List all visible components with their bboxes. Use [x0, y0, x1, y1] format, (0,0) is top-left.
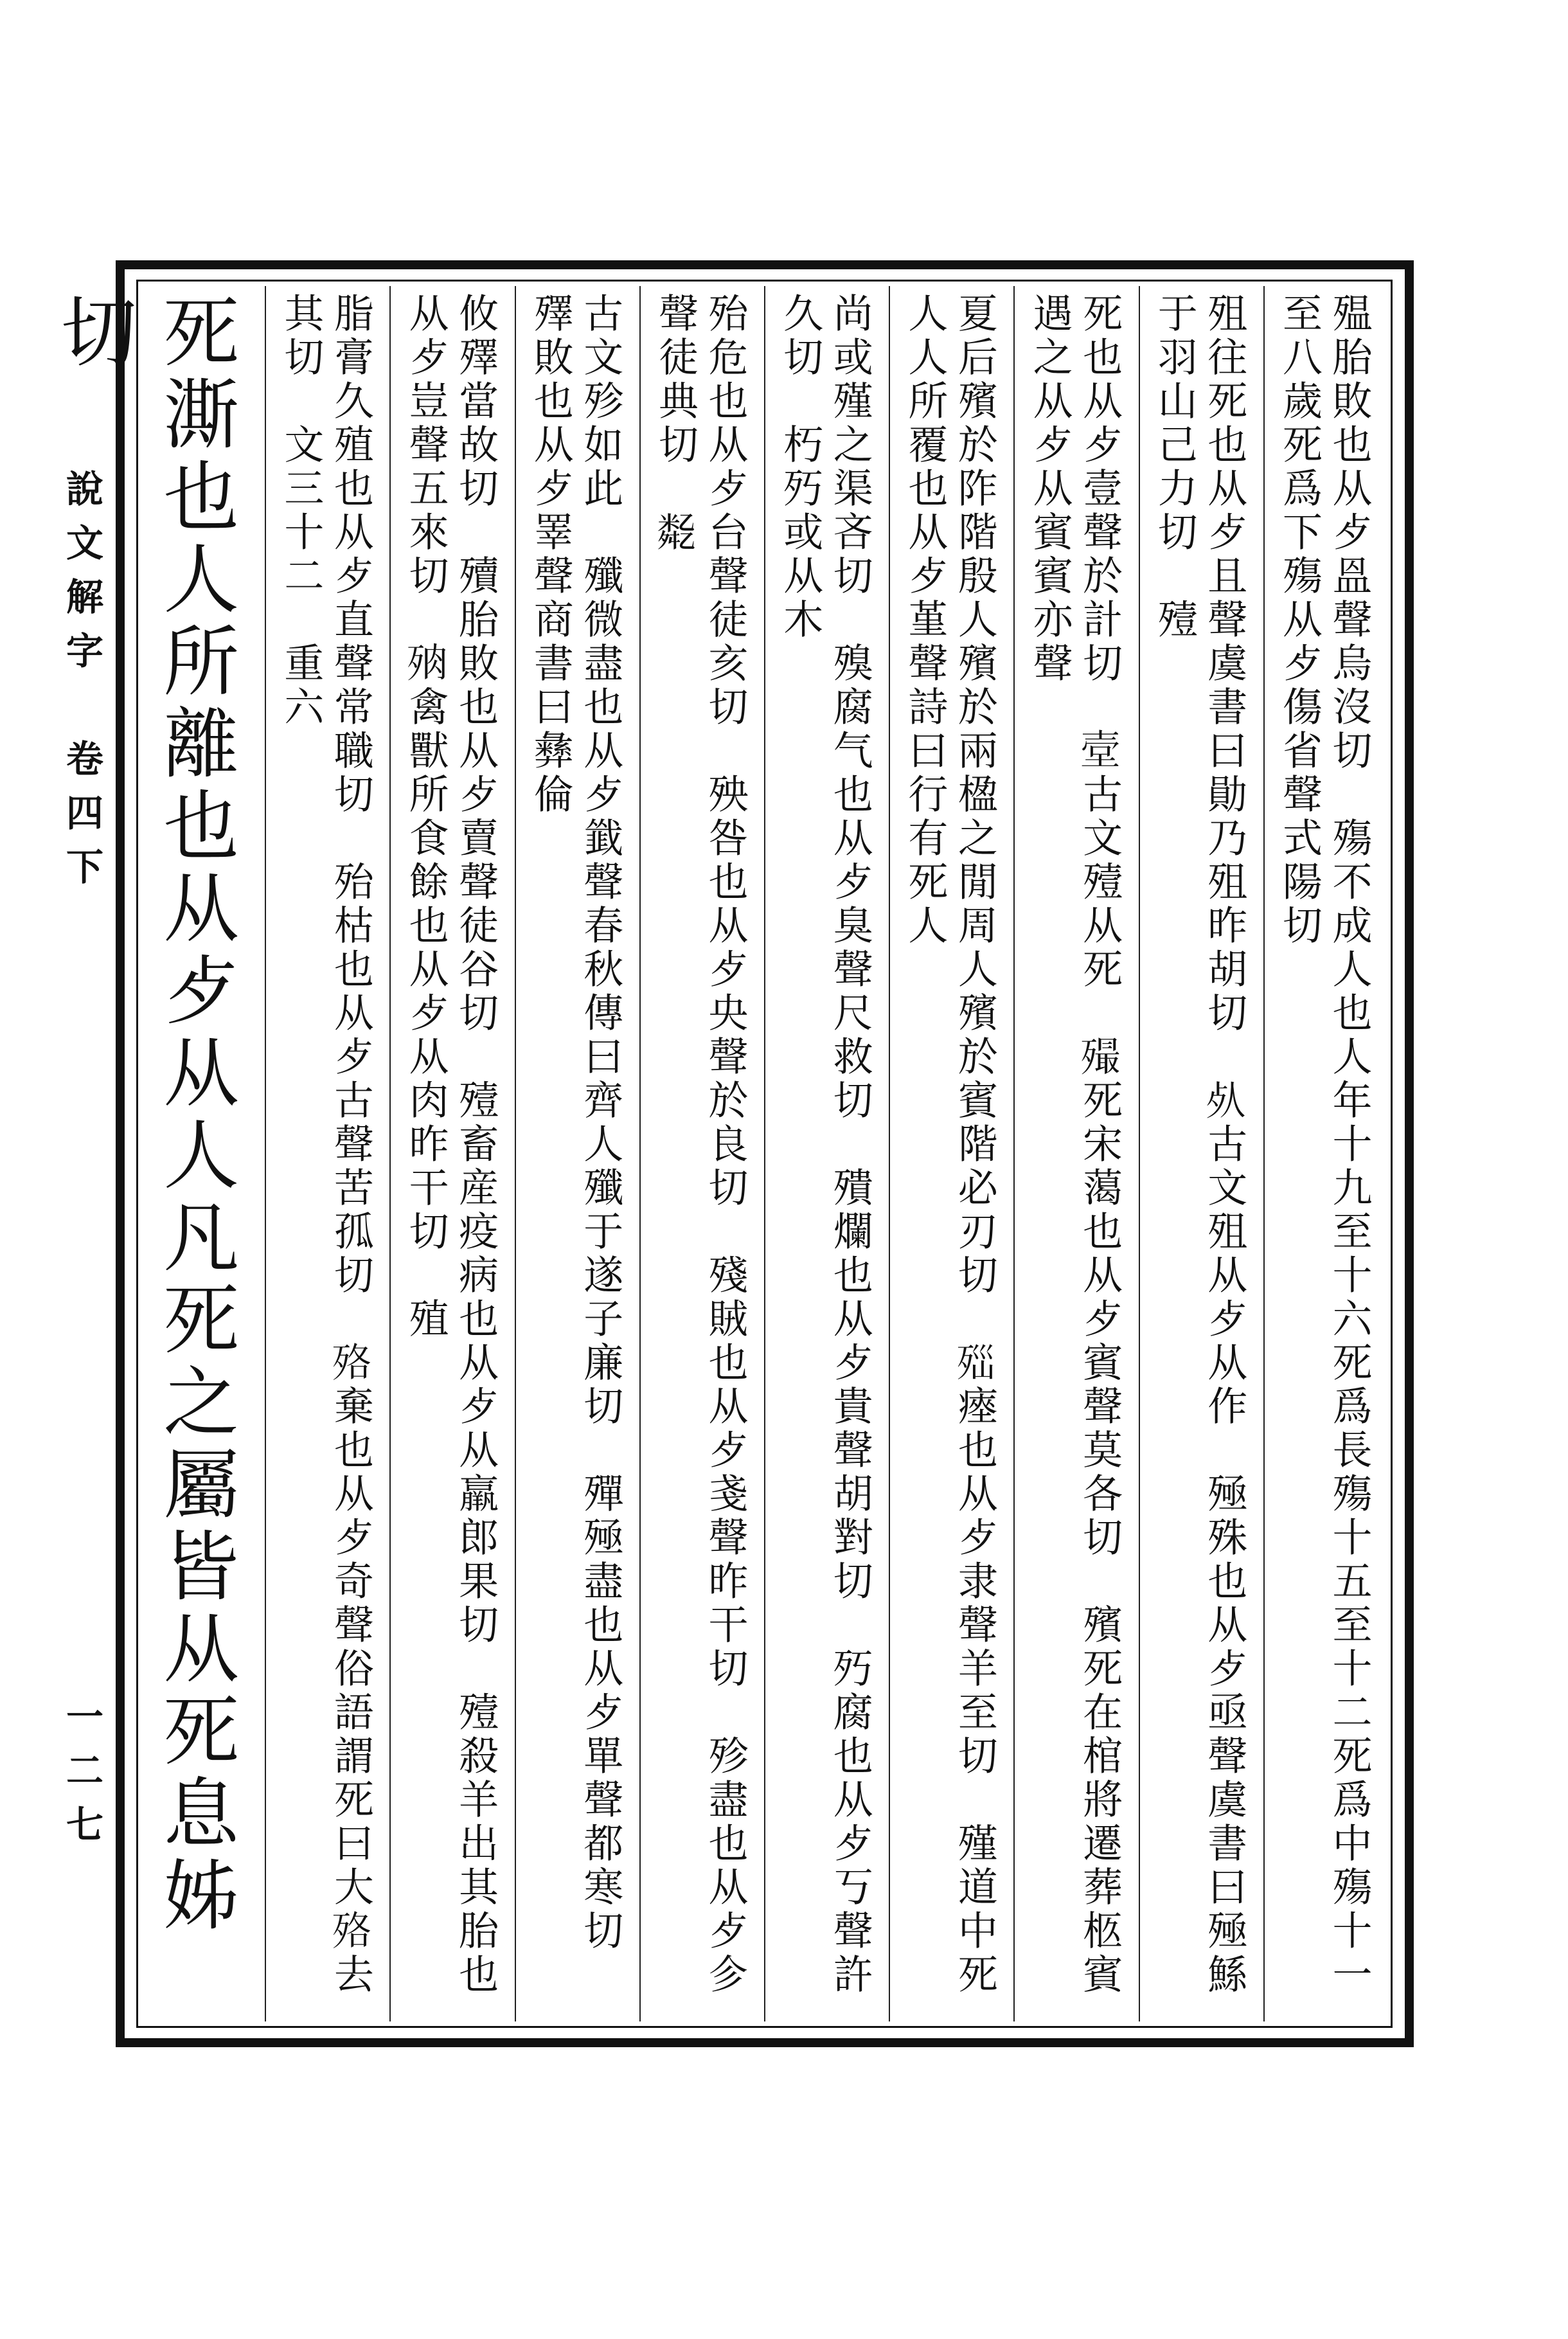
column-text: 夏后殯於阼階殷人殯於兩楹之閒周人殯於賓階必刃切 𣧽瘞也从歺隶聲羊至切 殣道中死人人所覆也从歺堇聲詩曰行有死人 — [901, 292, 999, 1997]
column-text: 死也从歺壹聲於計切 𡔪古文殪从死 𣩡死宋䔽也从歺賓聲莫各切 殯死在棺將遷葬柩賓遇之从歺从賓賓亦聲 — [1026, 292, 1123, 1997]
text-column-4 — [889, 286, 1013, 2021]
text-column-6 — [639, 286, 764, 2021]
page-number: 一二七 — [60, 1697, 103, 1859]
text-column-9 — [265, 286, 389, 2021]
text-column-8 — [389, 286, 514, 2021]
column-text: 脂膏久殖也从歺直聲常職切 殆枯也从歺古聲苦孤切 𣧳棄也从歺奇聲俗語謂死曰大𣧳去其切 文三十二 重六 — [277, 292, 375, 1997]
text-column-3 — [1013, 286, 1138, 2021]
text-column-7 — [515, 286, 639, 2021]
text-column-2 — [1139, 286, 1263, 2021]
column-text: 殂往死也从歺且聲虞書曰勛乃殂昨胡切 𣦸古文殂从歺从作 殛殊也从歺亟聲虞書曰殛鯀于羽山己力切 殪 — [1151, 292, 1248, 1997]
column-text: 攸殬當故切 殰胎敗也从歺賣聲徒谷切 殪畜産疫病也从歺从羸郎果切 殪殺羊出其胎也从歺豈聲五來切 𣧻禽獸所食餘也从歺从肉昨干切 殖 — [402, 292, 499, 1997]
column-text: 殟胎敗也从歺𥁕聲烏沒切 殤不成人也人年十九至十六死爲長殤十五至十二死爲中殤十一至八歲死爲下殤从歺傷省聲式陽切 — [1276, 292, 1373, 1997]
column-text: 殆危也从歺台聲徒亥切 殃咎也从歺央聲於良切 殘賊也从歺戔聲昨干切 殄盡也从歺㐱聲徒典切 𠄈 — [652, 292, 749, 1997]
text-column-5 — [764, 286, 889, 2021]
column-text: 古文殄如此 殲微盡也从歺韱聲春秋傳曰齊人殲于遂子廉切 殫殛盡也从歺單聲都寒切 殬敗也从歺睪聲商書曰彝倫 — [527, 292, 624, 1997]
column-text: 尚或殣之渠吝切 殠腐气也从歺臭聲尺救切 殨爛也从歺貴聲胡對切 㱙腐也从歺丂聲許久切 朽㱙或从木 — [776, 292, 874, 1997]
column-text: 死澌也人所離也从歺从人凡死之屬皆从死息姊切 — [48, 292, 240, 1938]
running-title: 說文解字 卷四下 — [60, 469, 103, 901]
text-column-1 — [1263, 286, 1388, 2021]
